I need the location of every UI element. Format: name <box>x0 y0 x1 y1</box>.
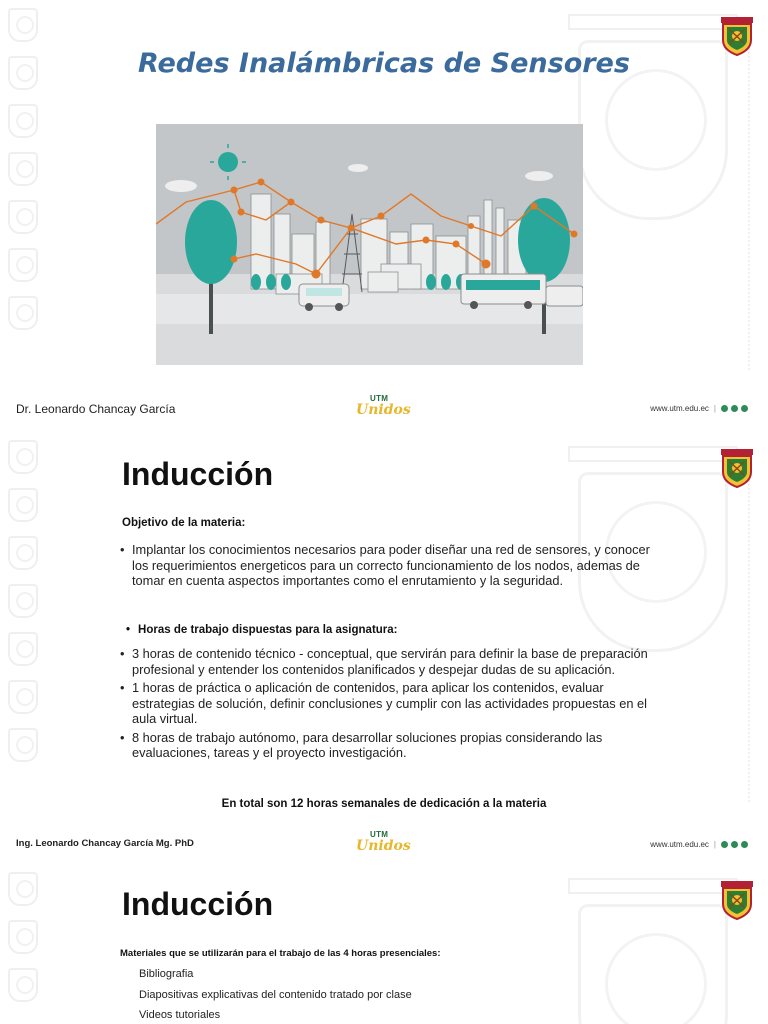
watermark-band <box>568 446 738 462</box>
utm-logo-text: UTM <box>370 394 389 403</box>
presentation-title: Redes Inalámbricas de Sensores <box>138 48 630 79</box>
list-item: • 8 horas de trabajo autónomo, para desarrollar soluciones propias considerando las evaluaciones, tareas y el proyecto investigación. <box>118 730 658 761</box>
watermark-column <box>8 440 42 776</box>
materials-item: Diapositivas explicativas del contenido tratado por clase <box>139 989 412 1001</box>
author-name: Ing. Leonardo Chancay García Mg. PhD <box>16 838 194 849</box>
website-link[interactable]: www.utm.edu.ec <box>650 840 709 849</box>
website-link[interactable]: www.utm.edu.ec <box>650 404 709 413</box>
website-block: www.utm.edu.ec | <box>650 404 748 413</box>
slide-induccion-materiales <box>0 864 768 1024</box>
university-crest-icon <box>720 880 754 920</box>
instagram-icon[interactable] <box>741 405 748 412</box>
slide-heading: Inducción <box>122 456 274 492</box>
objective-label: Objetivo de la materia: <box>122 517 246 529</box>
materials-item: Videos tutoriales <box>139 1009 221 1021</box>
instagram-icon[interactable] <box>741 841 748 848</box>
hours-label-text: Horas de trabajo dispuestas para la asignatura: <box>138 624 398 636</box>
author-name: Dr. Leonardo Chancay García <box>16 402 176 416</box>
materials-item: Bibliografia <box>139 968 194 980</box>
twitter-icon[interactable] <box>731 841 738 848</box>
watermark-column <box>8 872 42 1016</box>
unidos-logo-text: Unidos <box>356 402 411 418</box>
slide-footer <box>0 392 768 432</box>
watermark-band <box>568 14 738 30</box>
materials-label: Materiales que se utilizarán para el trabajo de las 4 horas presenciales: <box>120 948 441 959</box>
watermark-shield <box>578 904 728 1024</box>
watermark-stars <box>748 472 762 802</box>
slide-footer <box>0 828 768 864</box>
facebook-icon[interactable] <box>721 405 728 412</box>
list-item: • Implantar los conocimientos necesarios para poder diseñar una red de sensores, y conocer los requerimientos energeticos para un correcto funcionamiento de los nodos, ademas de tomar en cuenta aspectos importantes como el enrutamiento y la seguridad. <box>118 542 658 589</box>
sensor-network-illustration <box>156 124 583 365</box>
facebook-icon[interactable] <box>721 841 728 848</box>
slide-heading: Inducción <box>122 886 274 922</box>
hours-list <box>118 646 658 764</box>
unidos-logo-text: Unidos <box>356 838 411 854</box>
watermark-band <box>568 878 738 894</box>
website-block: www.utm.edu.ec | <box>650 840 748 849</box>
university-crest-icon <box>720 448 754 488</box>
utm-unidos-logo <box>354 394 414 428</box>
list-item: • 1 horas de práctica o aplicación de contenidos, para aplicar los contenidos, evaluar estrategias de solución, definir conclusiones y cumplir con las actividades propuestas en el aula virtual. <box>118 680 658 727</box>
slide-induccion-objetivos <box>0 432 768 864</box>
total-hours-statement: En total son 12 horas semanales de dedicación a la materia <box>221 798 547 810</box>
objective-list <box>118 542 658 592</box>
list-item: • 3 horas de contenido técnico - conceptual, que servirán para definir la base de preparación profesional y entender los contenidos planificados y despejar dudas de su aplicación. <box>118 646 658 677</box>
slide-title <box>0 0 768 432</box>
twitter-icon[interactable] <box>731 405 738 412</box>
watermark-stars <box>748 40 762 370</box>
hours-label: • Horas de trabajo dispuestas para la asignatura: <box>126 624 398 636</box>
utm-logo-text: UTM <box>370 830 389 839</box>
utm-unidos-logo <box>354 830 414 864</box>
